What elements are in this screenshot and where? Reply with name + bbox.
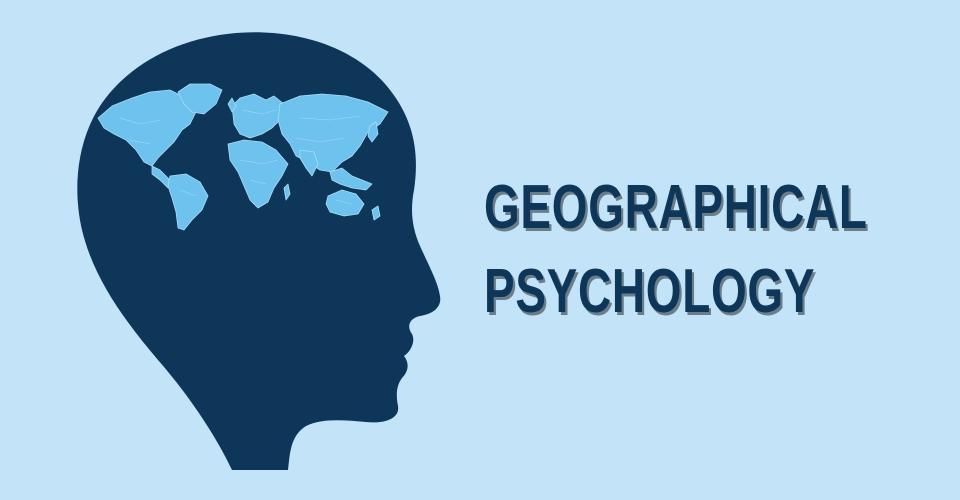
page-title [484,166,868,334]
title-line-2: PSYCHOLOGY [484,257,816,326]
title-line-1: GEOGRAPHICAL [484,173,868,242]
